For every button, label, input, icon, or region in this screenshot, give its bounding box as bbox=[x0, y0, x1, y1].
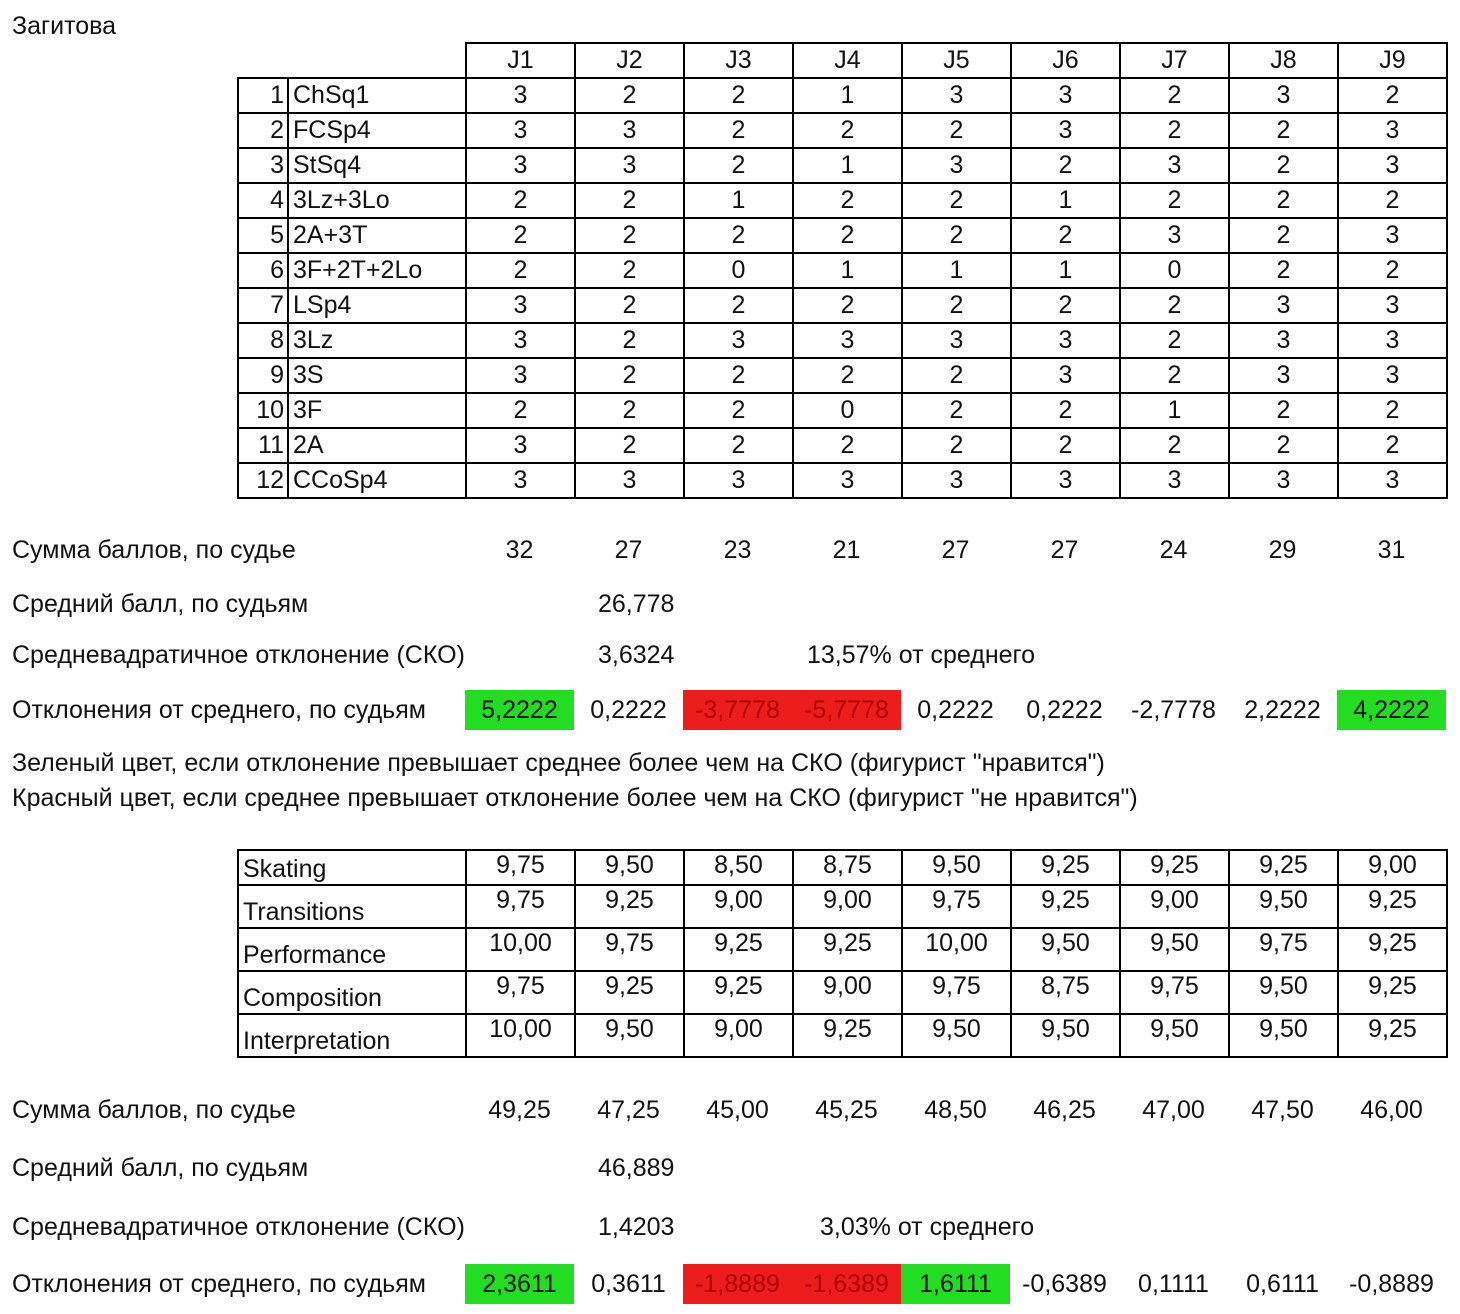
goe-score-cell: 2 bbox=[902, 183, 1011, 218]
pcs-deviation-cell: -0,6389 bbox=[1022, 1270, 1107, 1298]
goe-deviation-cell: -5,7778 bbox=[792, 690, 901, 730]
component-name: Skating bbox=[238, 850, 466, 885]
goe-score-cell: 3 bbox=[1229, 288, 1338, 323]
goe-score-cell: 3 bbox=[1338, 148, 1447, 183]
goe-sum-label: Сумма баллов, по судье bbox=[12, 536, 296, 564]
goe-score-cell: 3 bbox=[1338, 218, 1447, 253]
goe-score-cell: 2 bbox=[466, 393, 575, 428]
pcs-score-cell: 9,50 bbox=[575, 1014, 684, 1057]
goe-score-cell: 2 bbox=[1229, 113, 1338, 148]
goe-score-cell: 2 bbox=[684, 428, 793, 463]
goe-score-cell: 3 bbox=[1229, 463, 1338, 498]
pcs-sum-cell: 47,50 bbox=[1251, 1096, 1314, 1124]
pcs-score-cell: 9,00 bbox=[684, 885, 793, 928]
pcs-sum-cell: 47,25 bbox=[597, 1096, 660, 1124]
goe-score-cell: 2 bbox=[684, 113, 793, 148]
goe-avg-value: 26,778 bbox=[598, 590, 675, 618]
goe-score-cell: 2 bbox=[1229, 253, 1338, 288]
pcs-score-cell: 9,75 bbox=[1229, 928, 1338, 971]
goe-score-cell: 2 bbox=[1120, 78, 1229, 113]
pcs-score-cell: 9,25 bbox=[1338, 971, 1447, 1014]
goe-score-cell: 2 bbox=[684, 218, 793, 253]
pcs-sum-label: Сумма баллов, по судье bbox=[12, 1096, 296, 1124]
goe-score-cell: 2 bbox=[575, 288, 684, 323]
goe-score-cell: 1 bbox=[902, 253, 1011, 288]
element-row bbox=[238, 218, 1447, 253]
goe-score-cell: 3 bbox=[902, 323, 1011, 358]
element-number: 2 bbox=[238, 113, 288, 148]
pcs-avg-value: 46,889 bbox=[598, 1154, 675, 1182]
pcs-score-cell: 9,50 bbox=[1229, 885, 1338, 928]
goe-score-cell: 3 bbox=[684, 463, 793, 498]
pcs-score-cell: 9,25 bbox=[1011, 850, 1120, 885]
pcs-sum-cell: 49,25 bbox=[488, 1096, 551, 1124]
pcs-sko-percent: 3,03% от среднего bbox=[820, 1213, 1035, 1241]
goe-avg-label: Средний балл, по судьям bbox=[12, 590, 309, 618]
pcs-sko-value: 1,4203 bbox=[598, 1213, 675, 1241]
goe-score-cell: 3 bbox=[1011, 113, 1120, 148]
pcs-score-cell: 9,25 bbox=[1229, 850, 1338, 885]
component-row bbox=[238, 885, 1447, 928]
goe-score-cell: 2 bbox=[1338, 78, 1447, 113]
goe-score-cell: 2 bbox=[575, 218, 684, 253]
element-number: 4 bbox=[238, 183, 288, 218]
goe-score-cell: 3 bbox=[1229, 323, 1338, 358]
judge-header-3: J3 bbox=[684, 43, 793, 78]
goe-score-cell: 2 bbox=[793, 183, 902, 218]
goe-sum-cell: 31 bbox=[1377, 536, 1406, 564]
pcs-score-cell: 9,25 bbox=[793, 928, 902, 971]
goe-deviation-cell: 2,2222 bbox=[1244, 696, 1321, 724]
goe-sko-value: 3,6324 bbox=[598, 641, 675, 669]
goe-score-cell: 3 bbox=[1011, 78, 1120, 113]
goe-score-cell: 2 bbox=[684, 148, 793, 183]
goe-score-cell: 3 bbox=[466, 463, 575, 498]
judge-header-2: J2 bbox=[575, 43, 684, 78]
goe-score-cell: 1 bbox=[684, 183, 793, 218]
goe-score-cell: 1 bbox=[793, 148, 902, 183]
component-row bbox=[238, 928, 1447, 971]
goe-score-cell: 2 bbox=[1011, 428, 1120, 463]
goe-score-cell: 2 bbox=[1338, 253, 1447, 288]
element-name: ChSq1 bbox=[288, 78, 466, 113]
goe-score-cell: 2 bbox=[1120, 428, 1229, 463]
goe-score-cell: 1 bbox=[793, 78, 902, 113]
goe-score-cell: 3 bbox=[1120, 463, 1229, 498]
goe-score-cell: 3 bbox=[466, 288, 575, 323]
goe-score-cell: 2 bbox=[902, 288, 1011, 323]
element-number: 12 bbox=[238, 463, 288, 498]
pcs-deviation-cell: 0,3611 bbox=[591, 1270, 666, 1298]
goe-header-row bbox=[238, 43, 1447, 78]
goe-score-cell: 2 bbox=[575, 428, 684, 463]
goe-score-cell: 2 bbox=[1120, 183, 1229, 218]
goe-score-cell: 2 bbox=[793, 288, 902, 323]
judge-header-9: J9 bbox=[1338, 43, 1447, 78]
element-name: 3S bbox=[288, 358, 466, 393]
goe-score-cell: 2 bbox=[1229, 393, 1338, 428]
goe-score-cell: 3 bbox=[1011, 463, 1120, 498]
judge-header-4: J4 bbox=[793, 43, 902, 78]
pcs-dev-label: Отклонения от среднего, по судьям bbox=[12, 1270, 426, 1298]
judge-header-8: J8 bbox=[1229, 43, 1338, 78]
judge-header-1: J1 bbox=[466, 43, 575, 78]
goe-score-cell: 2 bbox=[1120, 358, 1229, 393]
element-row bbox=[238, 183, 1447, 218]
pcs-avg-label: Средний балл, по судьям bbox=[12, 1154, 309, 1182]
goe-score-cell: 2 bbox=[902, 358, 1011, 393]
pcs-deviation-cell: -1,6389 bbox=[792, 1264, 901, 1304]
goe-score-cell: 3 bbox=[466, 358, 575, 393]
judge-header-5: J5 bbox=[902, 43, 1011, 78]
pcs-score-cell: 8,50 bbox=[684, 850, 793, 885]
pcs-score-cell: 9,75 bbox=[466, 971, 575, 1014]
goe-score-cell: 3 bbox=[684, 323, 793, 358]
goe-score-cell: 0 bbox=[684, 253, 793, 288]
pcs-score-cell: 9,25 bbox=[1338, 928, 1447, 971]
goe-score-cell: 2 bbox=[1120, 288, 1229, 323]
element-name: 2A+3T bbox=[288, 218, 466, 253]
goe-score-cell: 3 bbox=[1120, 148, 1229, 183]
pcs-deviation-cell: 1,6111 bbox=[901, 1264, 1010, 1304]
pcs-score-cell: 9,50 bbox=[1229, 1014, 1338, 1057]
pcs-sko-label: Средневадратичное отклонение (СКО) bbox=[12, 1213, 465, 1241]
goe-score-cell: 1 bbox=[793, 253, 902, 288]
goe-score-cell: 1 bbox=[1011, 183, 1120, 218]
goe-score-cell: 2 bbox=[684, 288, 793, 323]
goe-score-cell: 2 bbox=[684, 358, 793, 393]
goe-score-cell: 3 bbox=[902, 463, 1011, 498]
pcs-score-cell: 10,00 bbox=[902, 928, 1011, 971]
element-row bbox=[238, 358, 1447, 393]
pcs-score-cell: 9,50 bbox=[902, 850, 1011, 885]
goe-sum-cell: 24 bbox=[1159, 536, 1188, 564]
goe-score-cell: 2 bbox=[1338, 428, 1447, 463]
goe-score-cell: 2 bbox=[684, 78, 793, 113]
element-name: FCSp4 bbox=[288, 113, 466, 148]
goe-score-cell: 3 bbox=[575, 463, 684, 498]
goe-score-cell: 2 bbox=[793, 428, 902, 463]
element-row bbox=[238, 253, 1447, 288]
goe-score-cell: 2 bbox=[466, 218, 575, 253]
pcs-score-cell: 9,25 bbox=[575, 885, 684, 928]
component-name: Performance bbox=[238, 928, 466, 971]
pcs-sum-cell: 45,25 bbox=[815, 1096, 878, 1124]
pcs-body bbox=[238, 850, 1447, 1057]
element-row bbox=[238, 428, 1447, 463]
goe-table bbox=[237, 42, 1448, 499]
element-name: 3F bbox=[288, 393, 466, 428]
goe-score-cell: 3 bbox=[1229, 78, 1338, 113]
pcs-score-cell: 9,00 bbox=[684, 1014, 793, 1057]
element-row bbox=[238, 78, 1447, 113]
element-number: 5 bbox=[238, 218, 288, 253]
element-row bbox=[238, 148, 1447, 183]
goe-score-cell: 2 bbox=[1229, 428, 1338, 463]
goe-score-cell: 2 bbox=[575, 183, 684, 218]
pcs-score-cell: 9,50 bbox=[1011, 1014, 1120, 1057]
pcs-score-cell: 9,25 bbox=[684, 928, 793, 971]
goe-score-cell: 2 bbox=[684, 393, 793, 428]
goe-score-cell: 3 bbox=[1338, 323, 1447, 358]
goe-score-cell: 3 bbox=[1011, 323, 1120, 358]
goe-score-cell: 2 bbox=[1011, 218, 1120, 253]
element-name: LSp4 bbox=[288, 288, 466, 323]
goe-score-cell: 3 bbox=[466, 78, 575, 113]
goe-score-cell: 0 bbox=[793, 393, 902, 428]
pcs-deviation-cell: 0,1111 bbox=[1138, 1270, 1209, 1298]
pcs-table bbox=[237, 849, 1448, 1058]
goe-score-cell: 2 bbox=[902, 113, 1011, 148]
pcs-deviation-cell: -0,8889 bbox=[1349, 1270, 1434, 1298]
pcs-sum-cell: 48,50 bbox=[924, 1096, 987, 1124]
pcs-score-cell: 9,00 bbox=[1120, 885, 1229, 928]
pcs-score-cell: 9,75 bbox=[466, 850, 575, 885]
goe-sum-cell: 21 bbox=[832, 536, 861, 564]
goe-deviation-cell: 5,2222 bbox=[465, 690, 574, 730]
pcs-sum-cell: 47,00 bbox=[1142, 1096, 1205, 1124]
component-row bbox=[238, 850, 1447, 885]
pcs-score-cell: 9,25 bbox=[575, 971, 684, 1014]
component-row bbox=[238, 971, 1447, 1014]
element-row bbox=[238, 463, 1447, 498]
goe-sum-cell: 23 bbox=[723, 536, 752, 564]
pcs-sum-cell: 46,25 bbox=[1033, 1096, 1096, 1124]
element-name: 3F+2T+2Lo bbox=[288, 253, 466, 288]
goe-score-cell: 2 bbox=[1229, 183, 1338, 218]
pcs-score-cell: 9,25 bbox=[684, 971, 793, 1014]
goe-score-cell: 1 bbox=[1011, 253, 1120, 288]
goe-score-cell: 3 bbox=[466, 428, 575, 463]
goe-score-cell: 2 bbox=[793, 358, 902, 393]
goe-score-cell: 2 bbox=[1120, 113, 1229, 148]
goe-score-cell: 2 bbox=[575, 358, 684, 393]
goe-sum-cell: 32 bbox=[505, 536, 534, 564]
element-row bbox=[238, 393, 1447, 428]
pcs-score-cell: 9,50 bbox=[1120, 928, 1229, 971]
element-number: 1 bbox=[238, 78, 288, 113]
element-number: 11 bbox=[238, 428, 288, 463]
element-row bbox=[238, 288, 1447, 323]
element-number: 8 bbox=[238, 323, 288, 358]
component-name: Transitions bbox=[238, 885, 466, 928]
goe-deviation-cell: 0,2222 bbox=[1026, 696, 1103, 724]
note-red: Красный цвет, если среднее превышает отклонение более чем на СКО (фигурист "не нравится") bbox=[12, 784, 1138, 812]
pcs-score-cell: 9,25 bbox=[793, 1014, 902, 1057]
goe-sum-cell: 27 bbox=[614, 536, 643, 564]
element-number: 3 bbox=[238, 148, 288, 183]
goe-score-cell: 2 bbox=[1338, 183, 1447, 218]
goe-score-cell: 2 bbox=[902, 218, 1011, 253]
pcs-score-cell: 9,25 bbox=[1011, 885, 1120, 928]
component-row bbox=[238, 1014, 1447, 1057]
goe-score-cell: 2 bbox=[1011, 393, 1120, 428]
pcs-score-cell: 10,00 bbox=[466, 1014, 575, 1057]
pcs-sum-cell: 46,00 bbox=[1360, 1096, 1423, 1124]
goe-score-cell: 3 bbox=[902, 78, 1011, 113]
goe-score-cell: 3 bbox=[793, 323, 902, 358]
goe-sko-percent: 13,57% от среднего bbox=[807, 641, 1036, 669]
goe-sko-label: Средневадратичное отклонение (СКО) bbox=[12, 641, 465, 669]
element-name: StSq4 bbox=[288, 148, 466, 183]
judge-header-7: J7 bbox=[1120, 43, 1229, 78]
goe-score-cell: 2 bbox=[1011, 288, 1120, 323]
goe-score-cell: 2 bbox=[902, 428, 1011, 463]
pcs-deviation-cell: 0,6111 bbox=[1246, 1270, 1319, 1298]
goe-score-cell: 2 bbox=[575, 323, 684, 358]
goe-score-cell: 3 bbox=[902, 148, 1011, 183]
element-number: 7 bbox=[238, 288, 288, 323]
goe-deviation-cell: 0,2222 bbox=[917, 696, 994, 724]
goe-dev-label: Отклонения от среднего, по судьям bbox=[12, 696, 426, 724]
goe-score-cell: 2 bbox=[466, 253, 575, 288]
goe-score-cell: 3 bbox=[1338, 358, 1447, 393]
pcs-score-cell: 9,25 bbox=[1338, 885, 1447, 928]
pcs-score-cell: 9,00 bbox=[793, 971, 902, 1014]
pcs-score-cell: 8,75 bbox=[1011, 971, 1120, 1014]
pcs-score-cell: 9,00 bbox=[793, 885, 902, 928]
goe-score-cell: 3 bbox=[1338, 113, 1447, 148]
goe-deviation-cell: -2,7778 bbox=[1131, 696, 1216, 724]
note-green: Зеленый цвет, если отклонение превышает среднее более чем на СКО (фигурист "нравится") bbox=[12, 749, 1105, 777]
goe-score-cell: 2 bbox=[1011, 148, 1120, 183]
header-spacer bbox=[238, 43, 466, 78]
goe-score-cell: 2 bbox=[466, 183, 575, 218]
skater-name: Загитова bbox=[12, 12, 117, 40]
pcs-score-cell: 9,75 bbox=[466, 885, 575, 928]
goe-sum-cell: 29 bbox=[1268, 536, 1297, 564]
element-number: 9 bbox=[238, 358, 288, 393]
element-number: 6 bbox=[238, 253, 288, 288]
pcs-score-cell: 9,50 bbox=[1120, 1014, 1229, 1057]
pcs-score-cell: 9,50 bbox=[902, 1014, 1011, 1057]
goe-score-cell: 0 bbox=[1120, 253, 1229, 288]
goe-deviation-cell: 0,2222 bbox=[590, 696, 667, 724]
goe-score-cell: 3 bbox=[466, 148, 575, 183]
element-name: 3Lz bbox=[288, 323, 466, 358]
pcs-score-cell: 9,50 bbox=[1229, 971, 1338, 1014]
goe-score-cell: 2 bbox=[902, 393, 1011, 428]
goe-score-cell: 1 bbox=[1120, 393, 1229, 428]
goe-score-cell: 2 bbox=[575, 253, 684, 288]
goe-score-cell: 3 bbox=[466, 113, 575, 148]
pcs-score-cell: 9,25 bbox=[1338, 1014, 1447, 1057]
goe-score-cell: 3 bbox=[466, 323, 575, 358]
pcs-sum-cell: 45,00 bbox=[706, 1096, 769, 1124]
goe-score-cell: 3 bbox=[575, 113, 684, 148]
goe-score-cell: 2 bbox=[793, 218, 902, 253]
goe-score-cell: 2 bbox=[575, 393, 684, 428]
element-row bbox=[238, 113, 1447, 148]
pcs-score-cell: 9,75 bbox=[575, 928, 684, 971]
element-name: 3Lz+3Lo bbox=[288, 183, 466, 218]
goe-deviation-cell: -3,7778 bbox=[683, 690, 792, 730]
goe-sum-cell: 27 bbox=[941, 536, 970, 564]
component-name: Composition bbox=[238, 971, 466, 1014]
pcs-score-cell: 9,75 bbox=[902, 885, 1011, 928]
goe-score-cell: 3 bbox=[793, 463, 902, 498]
element-row bbox=[238, 323, 1447, 358]
pcs-score-cell: 10,00 bbox=[466, 928, 575, 971]
goe-score-cell: 2 bbox=[793, 113, 902, 148]
judge-header-6: J6 bbox=[1011, 43, 1120, 78]
goe-score-cell: 2 bbox=[1338, 393, 1447, 428]
component-name: Interpretation bbox=[238, 1014, 466, 1057]
goe-score-cell: 3 bbox=[1338, 288, 1447, 323]
goe-score-cell: 2 bbox=[1229, 218, 1338, 253]
pcs-score-cell: 9,50 bbox=[1011, 928, 1120, 971]
goe-deviation-cell: 4,2222 bbox=[1337, 690, 1446, 730]
goe-score-cell: 3 bbox=[1229, 358, 1338, 393]
pcs-score-cell: 9,50 bbox=[575, 850, 684, 885]
goe-score-cell: 2 bbox=[575, 78, 684, 113]
goe-score-cell: 3 bbox=[1011, 358, 1120, 393]
element-number: 10 bbox=[238, 393, 288, 428]
pcs-deviation-cell: 2,3611 bbox=[465, 1264, 574, 1304]
pcs-score-cell: 8,75 bbox=[793, 850, 902, 885]
element-name: 2A bbox=[288, 428, 466, 463]
goe-score-cell: 3 bbox=[1120, 218, 1229, 253]
element-name: CCoSp4 bbox=[288, 463, 466, 498]
pcs-score-cell: 9,75 bbox=[902, 971, 1011, 1014]
goe-score-cell: 3 bbox=[1338, 463, 1447, 498]
pcs-score-cell: 9,00 bbox=[1338, 850, 1447, 885]
goe-body bbox=[238, 78, 1447, 498]
goe-score-cell: 2 bbox=[1120, 323, 1229, 358]
goe-score-cell: 2 bbox=[1229, 148, 1338, 183]
pcs-deviation-cell: -1,8889 bbox=[683, 1264, 792, 1304]
pcs-score-cell: 9,75 bbox=[1120, 971, 1229, 1014]
goe-score-cell: 3 bbox=[575, 148, 684, 183]
goe-sum-cell: 27 bbox=[1050, 536, 1079, 564]
pcs-score-cell: 9,25 bbox=[1120, 850, 1229, 885]
